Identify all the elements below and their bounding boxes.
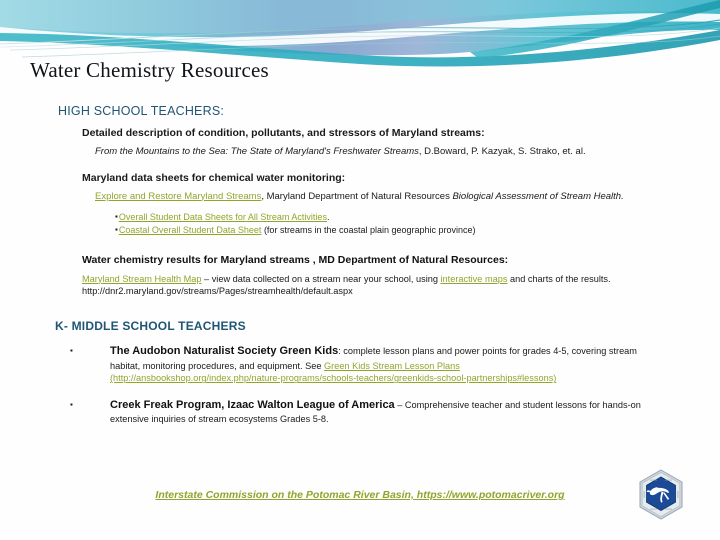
citation-title: From the Mountains to the Sea: The State of Maryland's Freshwater Streams	[95, 146, 419, 157]
link-ansbookshop-url[interactable]: (http://ansbookshop.org/index.php/nature-programs/schools-teachers/greenkids-school-partnerships#lessons)	[110, 373, 557, 384]
link-icprb-potomacriver[interactable]: Interstate Commission on the Potomac River Basin, https://www.potomacriver.org	[155, 489, 565, 501]
icprb-logo	[634, 467, 688, 525]
km-bullet-1-body: – Comprehensive teacher and student lessons for hands-on extensive inquiries of stream ecosystems Grades 5-8.	[110, 399, 641, 425]
square-bullet-icon: ▪	[70, 346, 73, 356]
hs-item3-body-part1: – view data collected on a stream near your school, using	[201, 273, 441, 284]
section-heading-high-school: HIGH SCHOOL TEACHERS:	[58, 104, 225, 118]
hs-item2-source	[95, 191, 658, 204]
list-item	[115, 211, 660, 224]
hs-item1-label: Detailed description of condition, pollutants, and stressors of Maryland streams:	[82, 127, 485, 139]
hs-item2-italic-tail: Biological Assessment of Stream Health.	[452, 190, 624, 202]
hs-item3-body-part2: and charts of the results. http://dnr2.maryland.gov/streams/Pages/streamhealth/default.aspx	[82, 273, 611, 297]
citation-authors: , D.Boward, P. Kazyak, S. Strako, et. al.	[418, 146, 586, 157]
square-bullet-icon: ▪	[70, 399, 73, 409]
hs-item3-body	[82, 273, 662, 298]
km-bullet-0-body: : complete lesson plans and power points for grades 4-5, covering stream habitat, monitoring procedures, and equipment. See	[110, 346, 637, 371]
link-overall-student-data-sheets[interactable]: Overall Student Data Sheets for All Stream Activities	[118, 212, 327, 223]
hexagon-heron-icon	[634, 467, 688, 525]
link-explore-restore-maryland-streams[interactable]: Explore and Restore Maryland Streams	[95, 190, 262, 202]
link-maryland-stream-health-map[interactable]: Maryland Stream Health Map	[82, 273, 202, 284]
list-item	[70, 344, 665, 385]
sub-bullet-0-tail: .	[326, 212, 330, 223]
page-title: Water Chemistry Resources	[30, 58, 269, 82]
slide-body	[0, 100, 720, 426]
square-bullet-icon: ▪	[115, 212, 118, 222]
list-item	[115, 224, 660, 237]
km-bullet-0-content	[110, 344, 665, 385]
section-heading-k-middle-school: K- MIDDLE SCHOOL TEACHERS	[55, 319, 246, 334]
square-bullet-icon: ▪	[115, 224, 118, 234]
hs-item2-label: Maryland data sheets for chemical water monitoring:	[82, 171, 346, 184]
km-bullet-1-content	[110, 398, 665, 426]
list-item	[70, 398, 665, 426]
link-interactive-maps[interactable]: interactive maps	[440, 273, 508, 284]
sub-bullet-1-tail: (for streams in the coastal plain geographic province)	[261, 224, 476, 235]
link-green-kids-stream-lesson-plans[interactable]: Green Kids Stream Lesson Plans	[324, 360, 460, 371]
km-bullet-1-title: Creek Freak Program, Izaac Walton League of America	[110, 398, 395, 411]
hs-item3-heading: Water chemistry results for Maryland streams , MD Department of Natural Resources:	[82, 253, 509, 266]
footer	[0, 485, 720, 503]
hs-item1-citation	[95, 146, 658, 159]
hs-item2-after-link: , Maryland Department of Natural Resources	[261, 190, 453, 202]
link-coastal-overall-student-data-sheet[interactable]: Coastal Overall Student Data Sheet	[118, 224, 262, 235]
km-bullet-0-title: The Audobon Naturalist Society Green Kids	[110, 345, 339, 358]
